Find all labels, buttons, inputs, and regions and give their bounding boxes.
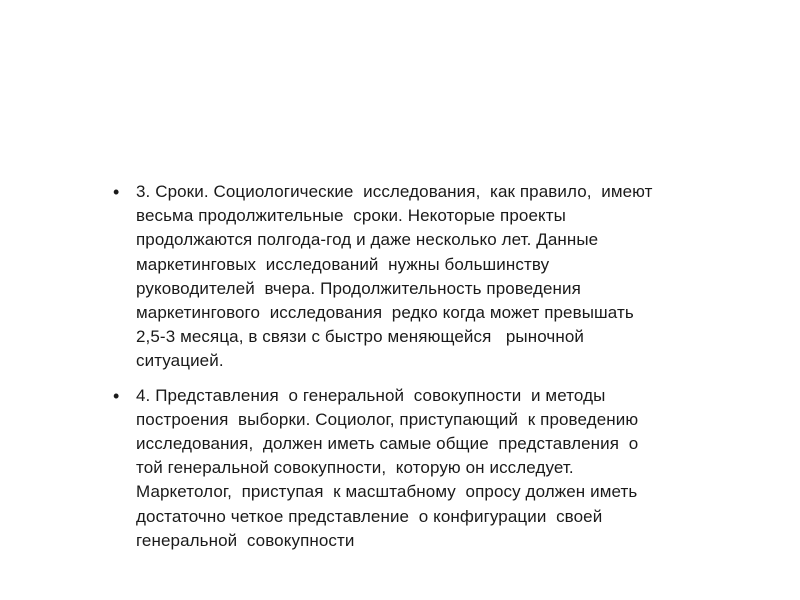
text-line: Маркетолог, приступая к масштабному опросу должен иметь xyxy=(136,482,638,502)
text-line: 3. Сроки. Социологические исследования, как правило, имеют xyxy=(136,182,653,201)
text-line: той генеральной совокупности, которую он исследует. xyxy=(136,458,574,478)
text-line: генеральной совокупности xyxy=(136,530,355,550)
text-line: руководителей вчера. Продолжительность проведения xyxy=(136,278,581,298)
bullet-dot-icon: • xyxy=(113,385,120,406)
text-line: маркетингового исследования редко когда может превышать xyxy=(136,303,634,323)
text-line: построения выборки. Социолог, приступающий к проведению xyxy=(136,409,639,429)
text-line: 4. Представления о генеральной совокупности и методы xyxy=(136,385,606,405)
text-line: ситуацией. xyxy=(136,351,224,371)
bullet-list xyxy=(113,180,718,563)
bullet-item-population xyxy=(113,384,718,553)
bullet-dot-icon: • xyxy=(113,182,120,202)
text-line: маркетинговых исследований нужны большинству xyxy=(136,254,550,274)
bullet-item-timing xyxy=(113,180,718,374)
text-line: исследования, должен иметь самые общие представления о xyxy=(136,434,639,454)
text-line: 2,5-3 месяца, в связи с быстро меняющейся рыночной xyxy=(136,327,585,347)
text-line: весьма продолжительные сроки. Некоторые проекты xyxy=(136,206,566,226)
text-line: продолжаются полгода-год и даже несколько лет. Данные xyxy=(136,230,599,250)
text-line: достаточно четкое представление о конфигурации своей xyxy=(136,506,603,526)
